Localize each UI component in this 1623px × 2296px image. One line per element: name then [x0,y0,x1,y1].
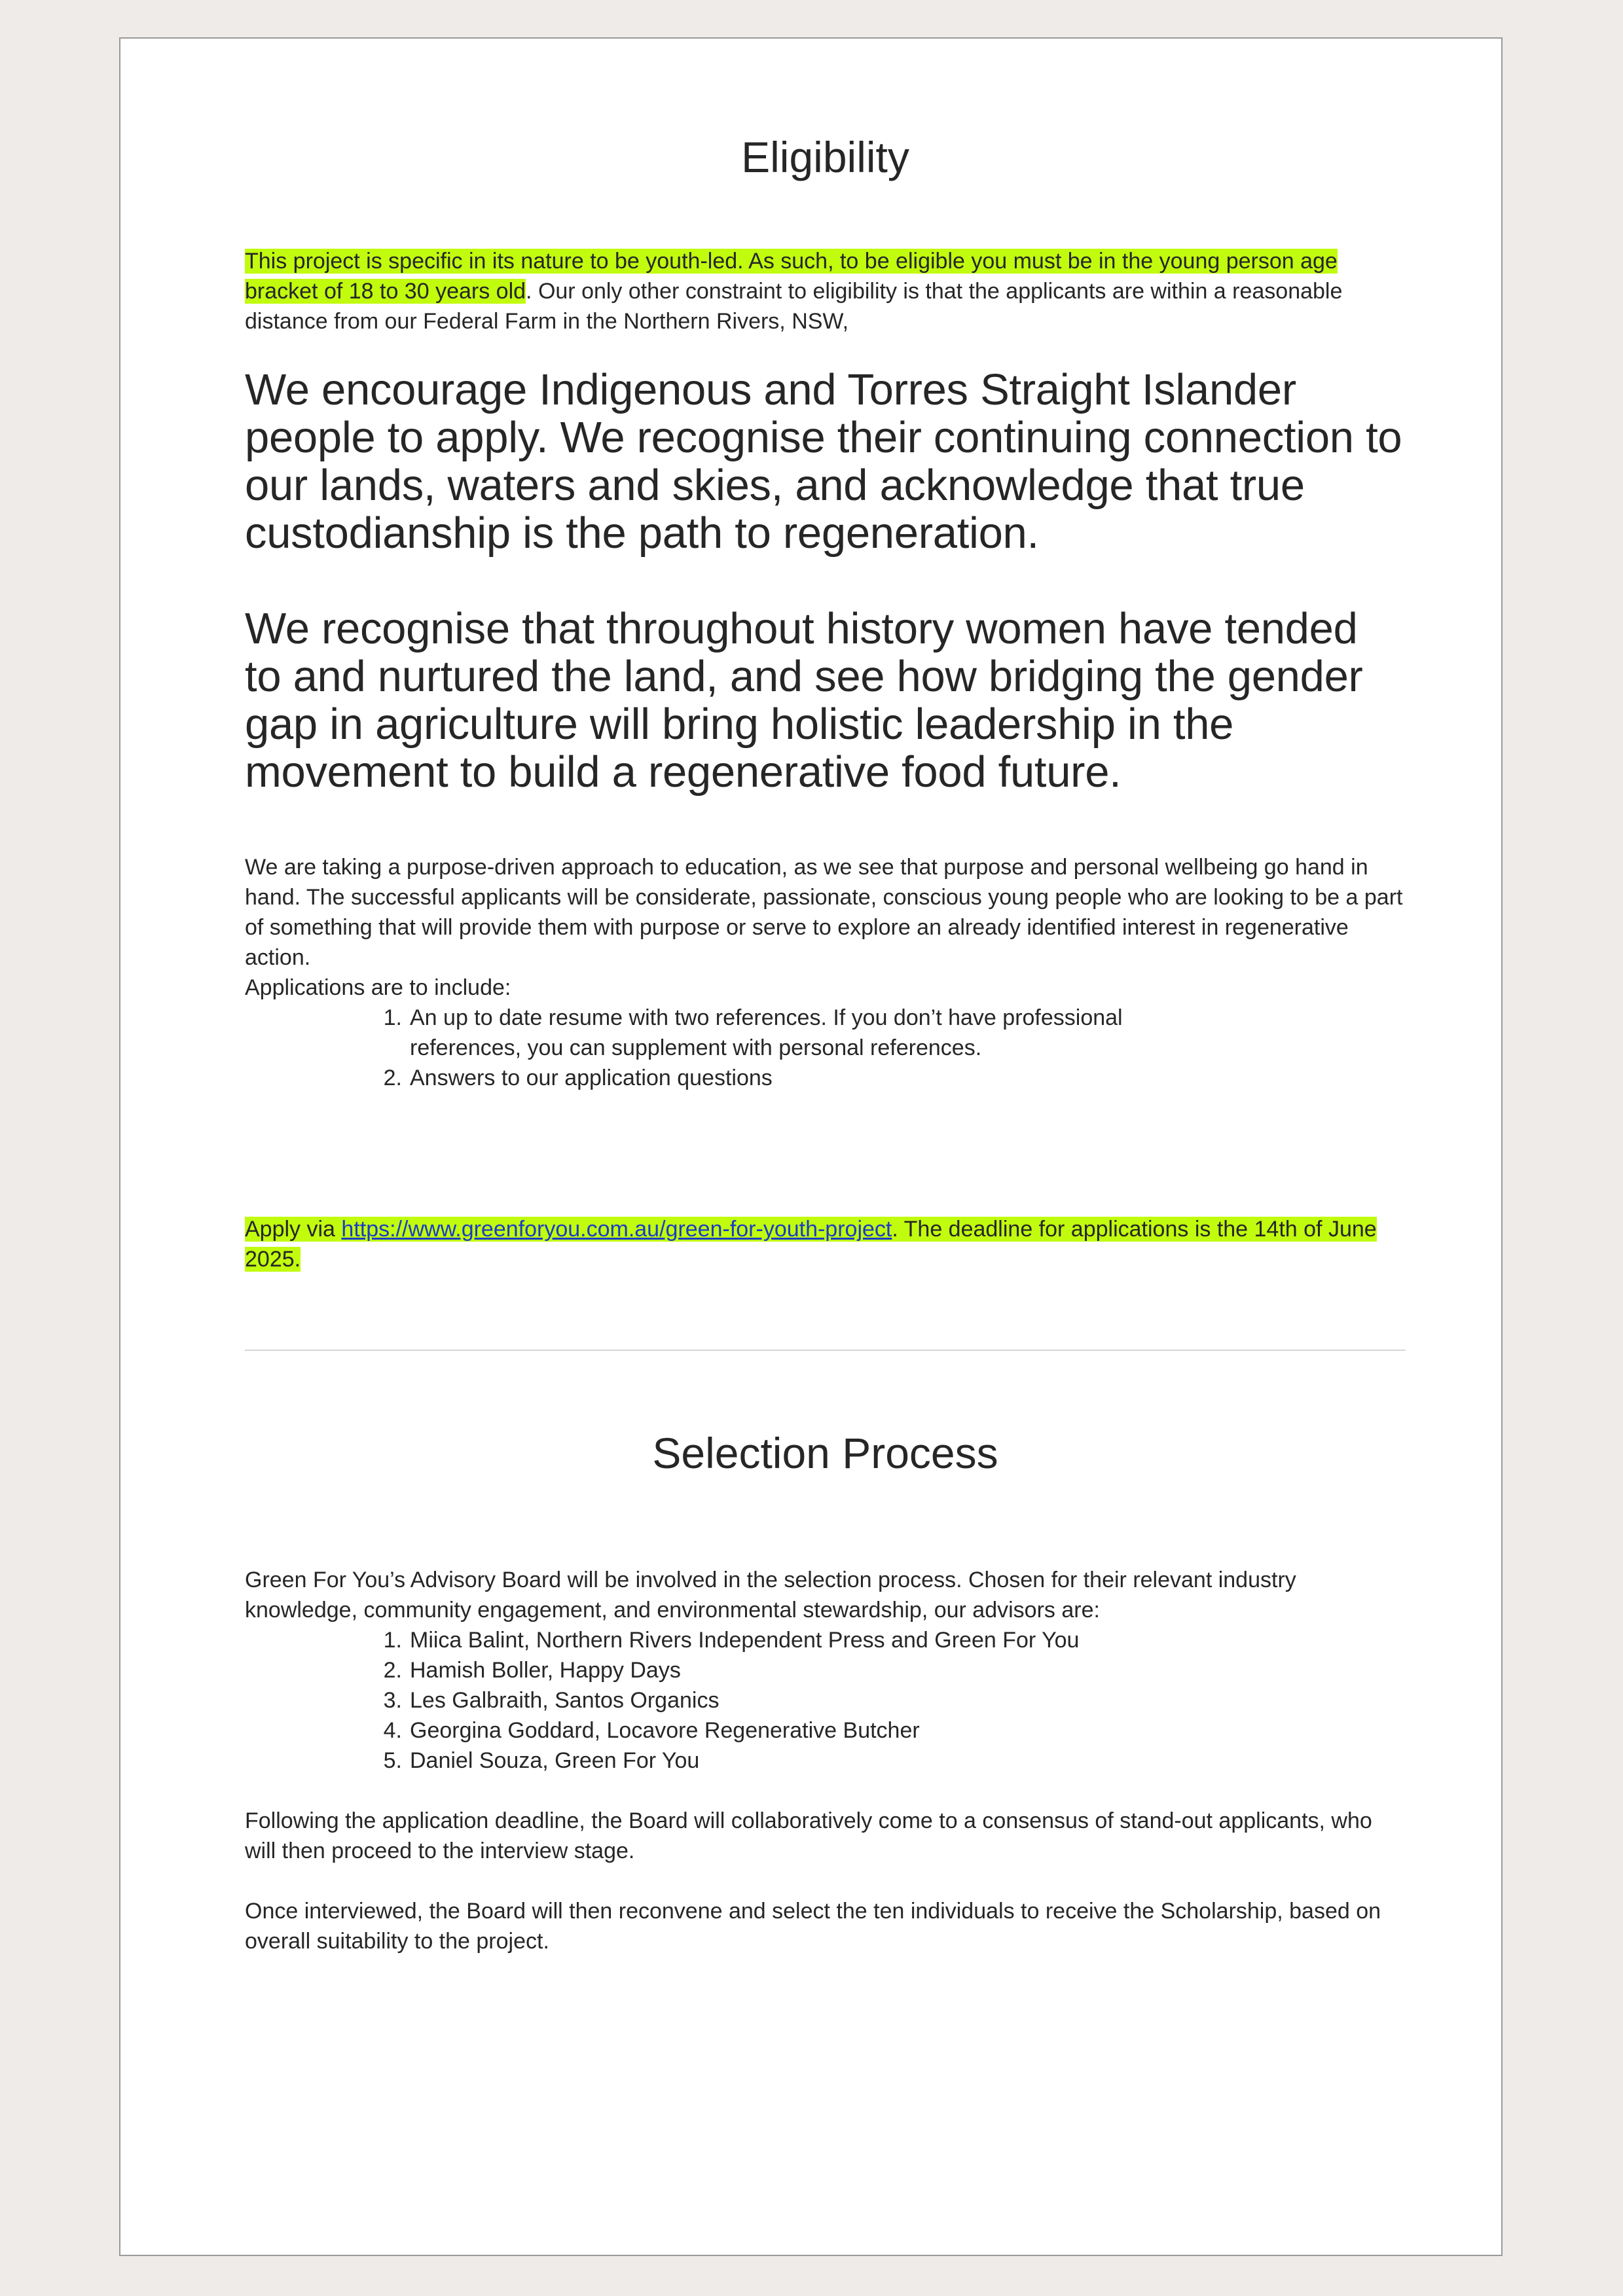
document-page [119,37,1503,2256]
list-item: 2. Answers to our application questions [383,1066,773,1090]
apply-paragraph [245,1214,1406,1274]
list-item: 4. Georgina Goddard, Locavore Regenerative Butcher [383,1718,920,1743]
application-link[interactable]: https://www.greenforyou.com.au/green-for-youth-project [341,1217,892,1242]
selection-intro: Green For You’s Advisory Board will be involved in the selection process. Chosen for their relevant industry knowledge, community engagement, and environmental stewardship, our advisors are: [245,1568,1296,1623]
apply-suffix: . The deadline for applications is the 14th of June 2025. [245,1217,1377,1272]
advisor-list [376,1625,1406,1776]
following-paragraph: Following the application deadline, the Board will collaboratively come to a consensus of stand-out applicants, who will then proceed to the interview stage. [245,1808,1372,1863]
applications-label: Applications are to include: [245,975,511,1000]
eligibility-intro [245,246,1406,336]
women-statement: We recognise that throughout history women have tended to and nurtured the land, and see how bridging the gender gap in agriculture will bring holistic leadership in the movement to build a regenerative food future. [245,604,1363,797]
list-item: 5. Daniel Souza, Green For You [383,1748,700,1773]
section-divider [245,1350,1406,1351]
final-paragraph: Once interviewed, the Board will then reconvene and select the ten individuals to receive the Scholarship, based on overall suitability to the project. [245,1899,1381,1954]
apply-prefix: Apply via [245,1217,342,1242]
list-item: 1. Miica Balint, Northern Rivers Independent Press and Green For You [383,1628,1080,1653]
list-item: 2. Hamish Boller, Happy Days [383,1658,681,1683]
eligibility-intro-rest: . Our only other constraint to eligibility is that the applicants are within a reasonable distance from our Federal Farm in the Northern Rivers, NSW, [245,279,1343,334]
selection-heading: Selection Process [652,1429,998,1477]
indigenous-statement: We encourage Indigenous and Torres Straight Islander people to apply. We recognise their continuing connection to our lands, waters and skies, and acknowledge that true custodianship is the path to regeneration. [245,365,1402,558]
eligibility-highlight: This project is specific in its nature to be youth-led. As such, to be eligible you must be in the young person age bracket of 18 to 30 years old [245,249,1338,304]
purpose-paragraph: We are taking a purpose-driven approach to education, as we see that purpose and personal wellbeing go hand in hand. The successful applicants will be considerate, passionate, conscious young people who are looking to be a part of something that will provide them with purpose or serve to explore an already identified interest in regenerative action. [245,855,1403,970]
list-item: 1. An up to date resume with two references. If you don’t have professional references, you can supplement with personal references. [383,1005,1123,1060]
list-item: 3. Les Galbraith, Santos Organics [383,1688,720,1713]
application-list [376,1003,1406,1093]
eligibility-heading: Eligibility [741,133,909,181]
